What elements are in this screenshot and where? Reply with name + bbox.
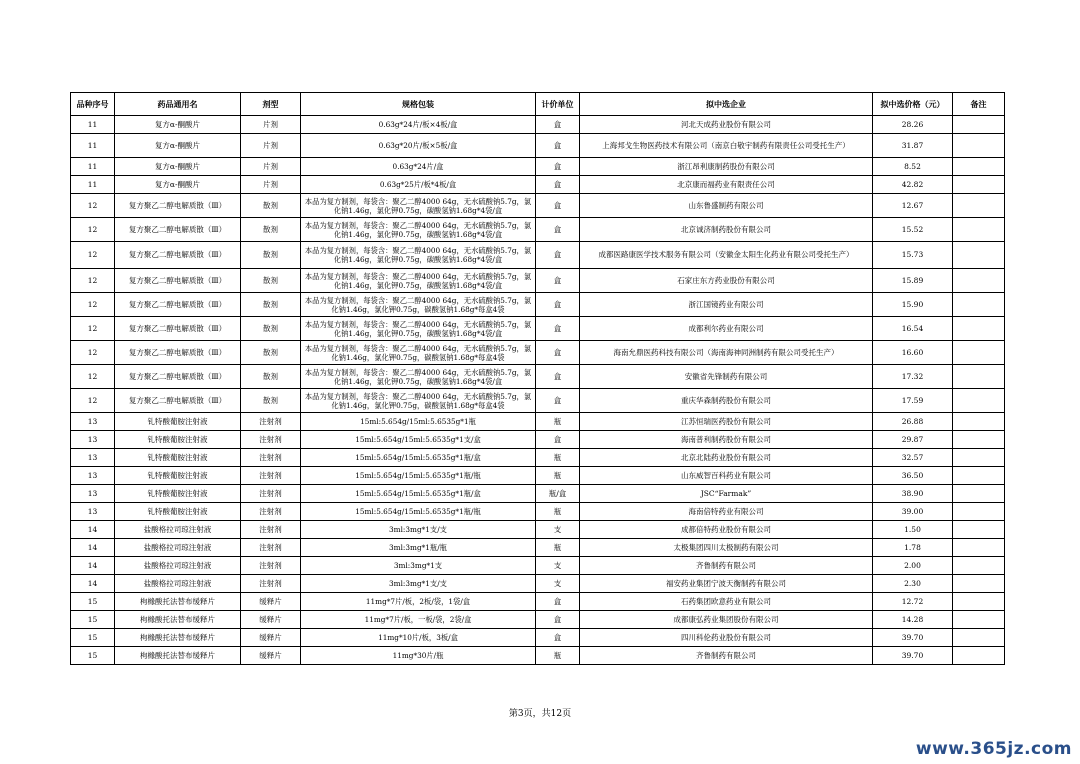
table-row (71, 116, 1005, 134)
cell-company: JSC“Farmak” (580, 485, 873, 503)
cell-company: 成都利尔药业有限公司 (580, 317, 873, 341)
cell-company: 重庆华森制药股份有限公司 (580, 389, 873, 413)
table-row (71, 467, 1005, 485)
cell-drug-name: 枸橼酸托法替布缓释片 (115, 647, 241, 665)
cell-pricing-unit: 瓶 (536, 449, 580, 467)
cell-remarks (953, 341, 1005, 365)
cell-price: 29.87 (873, 431, 953, 449)
cell-pricing-unit: 盒 (536, 218, 580, 242)
cell-spec-package: 15ml:5.654g/15ml:5.6535g*1瓶/盒 (301, 449, 536, 467)
table-header (71, 93, 1005, 116)
table-row (71, 575, 1005, 593)
cell-price: 15.52 (873, 218, 953, 242)
header-dosage-form: 剂型 (241, 93, 301, 116)
cell-spec-package: 11mg*30片/瓶 (301, 647, 536, 665)
cell-remarks (953, 158, 1005, 176)
table-row (71, 134, 1005, 158)
cell-dosage-form: 散剂 (241, 194, 301, 218)
cell-variety-no: 14 (71, 575, 115, 593)
cell-drug-name: 钆特酸葡胺注射液 (115, 503, 241, 521)
cell-drug-name: 钆特酸葡胺注射液 (115, 467, 241, 485)
cell-drug-name: 复方α-酮酸片 (115, 158, 241, 176)
cell-company: 福安药业集团宁波天衡制药有限公司 (580, 575, 873, 593)
cell-drug-name: 复方聚乙二醇电解质散（Ⅲ） (115, 218, 241, 242)
cell-pricing-unit: 盒 (536, 176, 580, 194)
cell-pricing-unit: 盒 (536, 158, 580, 176)
cell-spec-package: 0.63g*24片/盒 (301, 158, 536, 176)
cell-remarks (953, 593, 1005, 611)
cell-company: 上海邦戈生物医药技术有限公司（南京白敬宇制药有限责任公司受托生产） (580, 134, 873, 158)
cell-price: 12.72 (873, 593, 953, 611)
cell-pricing-unit: 支 (536, 521, 580, 539)
cell-price: 15.73 (873, 242, 953, 269)
cell-drug-name: 复方聚乙二醇电解质散（Ⅲ） (115, 194, 241, 218)
table-row (71, 611, 1005, 629)
cell-dosage-form: 缓释片 (241, 593, 301, 611)
cell-company: 海南倍特药业有限公司 (580, 503, 873, 521)
cell-variety-no: 12 (71, 293, 115, 317)
cell-drug-name: 盐酸格拉司琼注射液 (115, 575, 241, 593)
cell-variety-no: 12 (71, 194, 115, 218)
cell-dosage-form: 注射剂 (241, 539, 301, 557)
cell-price: 8.52 (873, 158, 953, 176)
table-row (71, 293, 1005, 317)
cell-drug-name: 复方聚乙二醇电解质散（Ⅲ） (115, 389, 241, 413)
cell-dosage-form: 注射剂 (241, 485, 301, 503)
cell-dosage-form: 散剂 (241, 242, 301, 269)
cell-drug-name: 盐酸格拉司琼注射液 (115, 521, 241, 539)
cell-variety-no: 14 (71, 521, 115, 539)
cell-remarks (953, 449, 1005, 467)
cell-company: 安徽省先锋制药有限公司 (580, 365, 873, 389)
header-remarks: 备注 (953, 93, 1005, 116)
cell-spec-package: 本品为复方制剂，每袋含：聚乙二醇4000 64g，无水硫酸钠5.7g，氯化钠1.46g，氯化钾0.75g，碳酸氢钠1.68g*4袋/盒 (301, 317, 536, 341)
cell-company: 成都医路康医学技术服务有限公司（安徽金太阳生化药业有限公司受托生产） (580, 242, 873, 269)
cell-pricing-unit: 瓶 (536, 539, 580, 557)
cell-dosage-form: 缓释片 (241, 647, 301, 665)
cell-remarks (953, 503, 1005, 521)
cell-pricing-unit: 盒 (536, 341, 580, 365)
cell-spec-package: 3ml:3mg*1支/支 (301, 521, 536, 539)
cell-drug-name: 复方聚乙二醇电解质散（Ⅲ） (115, 317, 241, 341)
table-row (71, 218, 1005, 242)
cell-pricing-unit: 盒 (536, 431, 580, 449)
cell-spec-package: 0.63g*20片/板×5板/盒 (301, 134, 536, 158)
cell-remarks (953, 317, 1005, 341)
cell-dosage-form: 注射剂 (241, 521, 301, 539)
cell-pricing-unit: 盒 (536, 389, 580, 413)
header-pricing-unit: 计价单位 (536, 93, 580, 116)
table-body (71, 116, 1005, 665)
cell-remarks (953, 134, 1005, 158)
cell-price: 17.59 (873, 389, 953, 413)
cell-remarks (953, 611, 1005, 629)
cell-drug-name: 钆特酸葡胺注射液 (115, 485, 241, 503)
cell-variety-no: 13 (71, 413, 115, 431)
cell-drug-name: 钆特酸葡胺注射液 (115, 449, 241, 467)
table-row (71, 629, 1005, 647)
cell-pricing-unit: 瓶 (536, 647, 580, 665)
table-row (71, 431, 1005, 449)
cell-remarks (953, 116, 1005, 134)
cell-dosage-form: 注射剂 (241, 575, 301, 593)
cell-dosage-form: 散剂 (241, 218, 301, 242)
cell-dosage-form: 散剂 (241, 365, 301, 389)
cell-dosage-form: 注射剂 (241, 467, 301, 485)
cell-drug-name: 枸橼酸托法替布缓释片 (115, 629, 241, 647)
cell-variety-no: 12 (71, 341, 115, 365)
cell-variety-no: 13 (71, 503, 115, 521)
cell-price: 1.78 (873, 539, 953, 557)
cell-price: 42.82 (873, 176, 953, 194)
cell-dosage-form: 片剂 (241, 134, 301, 158)
cell-pricing-unit: 盒 (536, 116, 580, 134)
cell-variety-no: 14 (71, 539, 115, 557)
cell-company: 北京康而福药业有限责任公司 (580, 176, 873, 194)
cell-variety-no: 13 (71, 485, 115, 503)
cell-drug-name: 复方α-酮酸片 (115, 116, 241, 134)
cell-spec-package: 本品为复方制剂，每袋含：聚乙二醇4000 64g，无水硫酸钠5.7g，氯化钠1.46g，氯化钾0.75g，碳酸氢钠1.68g*4袋/盒 (301, 218, 536, 242)
table-row (71, 485, 1005, 503)
cell-price: 12.67 (873, 194, 953, 218)
cell-company: 石家庄东方药业股份有限公司 (580, 269, 873, 293)
cell-pricing-unit: 支 (536, 557, 580, 575)
cell-remarks (953, 413, 1005, 431)
cell-company: 太极集团四川太极制药有限公司 (580, 539, 873, 557)
cell-variety-no: 12 (71, 218, 115, 242)
cell-company: 北京北陆药业股份有限公司 (580, 449, 873, 467)
cell-remarks (953, 557, 1005, 575)
table-row (71, 317, 1005, 341)
cell-spec-package: 本品为复方制剂，每袋含：聚乙二醇4000 64g，无水硫酸钠5.7g，氯化钠1.46g，氯化钾0.75g，碳酸氢钠1.68g*每盒4袋 (301, 293, 536, 317)
cell-drug-name: 复方α-酮酸片 (115, 134, 241, 158)
cell-price: 39.70 (873, 647, 953, 665)
table-row (71, 269, 1005, 293)
cell-drug-name: 复方α-酮酸片 (115, 176, 241, 194)
cell-drug-name: 复方聚乙二醇电解质散（Ⅲ） (115, 269, 241, 293)
cell-dosage-form: 片剂 (241, 116, 301, 134)
cell-company: 江苏恒瑞医药股份有限公司 (580, 413, 873, 431)
table-row (71, 341, 1005, 365)
cell-dosage-form: 散剂 (241, 389, 301, 413)
cell-remarks (953, 647, 1005, 665)
table-row (71, 647, 1005, 665)
cell-remarks (953, 365, 1005, 389)
header-price: 拟中选价格（元） (873, 93, 953, 116)
cell-variety-no: 15 (71, 611, 115, 629)
cell-pricing-unit: 瓶 (536, 503, 580, 521)
cell-price: 1.50 (873, 521, 953, 539)
cell-variety-no: 11 (71, 176, 115, 194)
cell-remarks (953, 467, 1005, 485)
cell-remarks (953, 389, 1005, 413)
cell-price: 32.57 (873, 449, 953, 467)
cell-pricing-unit: 盒 (536, 194, 580, 218)
cell-drug-name: 盐酸格拉司琼注射液 (115, 539, 241, 557)
cell-company: 河北天成药业股份有限公司 (580, 116, 873, 134)
cell-pricing-unit: 盒 (536, 629, 580, 647)
cell-dosage-form: 注射剂 (241, 413, 301, 431)
table-row (71, 158, 1005, 176)
cell-spec-package: 11mg*7片/板，2板/袋，1袋/盒 (301, 593, 536, 611)
cell-dosage-form: 注射剂 (241, 449, 301, 467)
cell-variety-no: 12 (71, 317, 115, 341)
table-row (71, 194, 1005, 218)
cell-variety-no: 11 (71, 158, 115, 176)
cell-company: 海南允鼎医药科技有限公司（海南海神同洲制药有限公司受托生产） (580, 341, 873, 365)
table-row (71, 521, 1005, 539)
cell-dosage-form: 注射剂 (241, 557, 301, 575)
cell-company: 齐鲁制药有限公司 (580, 647, 873, 665)
cell-dosage-form: 散剂 (241, 341, 301, 365)
cell-company: 四川科伦药业股份有限公司 (580, 629, 873, 647)
cell-remarks (953, 176, 1005, 194)
cell-spec-package: 15ml:5.654g/15ml:5.6535g*1支/盒 (301, 431, 536, 449)
cell-price: 16.60 (873, 341, 953, 365)
cell-price: 31.87 (873, 134, 953, 158)
cell-price: 17.32 (873, 365, 953, 389)
cell-spec-package: 15ml:5.654g/15ml:5.6535g*1瓶/瓶 (301, 503, 536, 521)
table-row (71, 365, 1005, 389)
cell-pricing-unit: 盒 (536, 317, 580, 341)
cell-remarks (953, 539, 1005, 557)
cell-price: 36.50 (873, 467, 953, 485)
cell-remarks (953, 575, 1005, 593)
cell-pricing-unit: 盒 (536, 611, 580, 629)
cell-drug-name: 复方聚乙二醇电解质散（Ⅲ） (115, 365, 241, 389)
cell-dosage-form: 片剂 (241, 158, 301, 176)
cell-price: 26.88 (873, 413, 953, 431)
cell-dosage-form: 散剂 (241, 317, 301, 341)
cell-variety-no: 12 (71, 389, 115, 413)
cell-price: 38.90 (873, 485, 953, 503)
cell-price: 14.28 (873, 611, 953, 629)
cell-spec-package: 11mg*7片/板，一板/袋，2袋/盒 (301, 611, 536, 629)
cell-drug-name: 复方聚乙二醇电解质散（Ⅲ） (115, 242, 241, 269)
cell-price: 28.26 (873, 116, 953, 134)
cell-pricing-unit: 瓶/盒 (536, 485, 580, 503)
cell-remarks (953, 431, 1005, 449)
cell-price: 39.00 (873, 503, 953, 521)
cell-spec-package: 3ml:3mg*1支/支 (301, 575, 536, 593)
table-row (71, 539, 1005, 557)
table-row (71, 389, 1005, 413)
cell-remarks (953, 485, 1005, 503)
table-row (71, 242, 1005, 269)
cell-dosage-form: 缓释片 (241, 629, 301, 647)
cell-pricing-unit: 盒 (536, 593, 580, 611)
cell-company: 石药集团欧意药业有限公司 (580, 593, 873, 611)
cell-dosage-form: 片剂 (241, 176, 301, 194)
cell-spec-package: 11mg*10片/板，3板/盒 (301, 629, 536, 647)
cell-pricing-unit: 盒 (536, 269, 580, 293)
cell-dosage-form: 注射剂 (241, 431, 301, 449)
cell-company: 齐鲁制药有限公司 (580, 557, 873, 575)
cell-remarks (953, 218, 1005, 242)
cell-drug-name: 钆特酸葡胺注射液 (115, 431, 241, 449)
header-variety-no: 品种序号 (71, 93, 115, 116)
table-row (71, 503, 1005, 521)
cell-spec-package: 本品为复方制剂，每袋含：聚乙二醇4000 64g，无水硫酸钠5.7g，氯化钠1.46g，氯化钾0.75g，碳酸氢钠1.68g*每盒4袋 (301, 389, 536, 413)
cell-spec-package: 本品为复方制剂，每袋含：聚乙二醇4000 64g，无水硫酸钠5.7g，氯化钠1.46g，氯化钾0.75g，碳酸氢钠1.68g*每盒4袋 (301, 341, 536, 365)
cell-dosage-form: 散剂 (241, 269, 301, 293)
cell-price: 2.00 (873, 557, 953, 575)
cell-remarks (953, 194, 1005, 218)
cell-price: 2.30 (873, 575, 953, 593)
cell-dosage-form: 注射剂 (241, 503, 301, 521)
cell-spec-package: 本品为复方制剂，每袋含：聚乙二醇4000 64g，无水硫酸钠5.7g，氯化钠1.46g，氯化钾0.75g，碳酸氢钠1.68g*4袋/盒 (301, 269, 536, 293)
cell-variety-no: 14 (71, 557, 115, 575)
cell-variety-no: 12 (71, 269, 115, 293)
cell-variety-no: 13 (71, 449, 115, 467)
cell-company: 海南普利制药股份有限公司 (580, 431, 873, 449)
cell-price: 15.90 (873, 293, 953, 317)
table-row (71, 176, 1005, 194)
cell-drug-name: 复方聚乙二醇电解质散（Ⅲ） (115, 293, 241, 317)
cell-spec-package: 15ml:5.654g/15ml:5.6535g*1瓶/瓶 (301, 467, 536, 485)
cell-spec-package: 3ml:3mg*1支 (301, 557, 536, 575)
cell-remarks (953, 629, 1005, 647)
cell-remarks (953, 293, 1005, 317)
cell-price: 39.70 (873, 629, 953, 647)
header-spec-package: 规格包装 (301, 93, 536, 116)
header-company: 拟中选企业 (580, 93, 873, 116)
selection-results-table (70, 92, 1005, 665)
cell-dosage-form: 散剂 (241, 293, 301, 317)
cell-pricing-unit: 盒 (536, 365, 580, 389)
cell-pricing-unit: 盒 (536, 134, 580, 158)
page-number: 第3页，共12页 (508, 709, 572, 719)
cell-price: 16.54 (873, 317, 953, 341)
cell-variety-no: 15 (71, 629, 115, 647)
cell-drug-name: 枸橼酸托法替布缓释片 (115, 611, 241, 629)
table-row (71, 593, 1005, 611)
cell-variety-no: 12 (71, 365, 115, 389)
table-row (71, 557, 1005, 575)
cell-pricing-unit: 盒 (536, 293, 580, 317)
cell-drug-name: 盐酸格拉司琼注射液 (115, 557, 241, 575)
cell-dosage-form: 缓释片 (241, 611, 301, 629)
cell-spec-package: 0.63g*24片/板×4板/盒 (301, 116, 536, 134)
cell-company: 成都康弘药业集团股份有限公司 (580, 611, 873, 629)
cell-company: 北京诚济制药股份有限公司 (580, 218, 873, 242)
header-drug-name: 药品通用名 (115, 93, 241, 116)
cell-remarks (953, 269, 1005, 293)
cell-variety-no: 13 (71, 431, 115, 449)
cell-spec-package: 本品为复方制剂，每袋含：聚乙二醇4000 64g，无水硫酸钠5.7g，氯化钠1.46g，氯化钾0.75g，碳酸氢钠1.68g*4袋/盒 (301, 365, 536, 389)
cell-company: 浙江国镜药业有限公司 (580, 293, 873, 317)
cell-remarks (953, 521, 1005, 539)
cell-pricing-unit: 瓶 (536, 467, 580, 485)
cell-spec-package: 15ml:5.654g/15ml:5.6535g*1瓶/盒 (301, 485, 536, 503)
cell-variety-no: 11 (71, 134, 115, 158)
cell-company: 山东鲁盛制药有限公司 (580, 194, 873, 218)
cell-spec-package: 0.63g*25片/板*4板/盒 (301, 176, 536, 194)
cell-pricing-unit: 瓶 (536, 413, 580, 431)
cell-variety-no: 15 (71, 647, 115, 665)
cell-variety-no: 11 (71, 116, 115, 134)
site-watermark: www.365jz.com (915, 739, 1072, 759)
cell-spec-package: 本品为复方制剂，每袋含：聚乙二醇4000 64g，无水硫酸钠5.7g，氯化钠1.46g，氯化钾0.75g，碳酸氢钠1.68g*4袋/盒 (301, 242, 536, 269)
cell-drug-name: 复方聚乙二醇电解质散（Ⅲ） (115, 341, 241, 365)
cell-variety-no: 15 (71, 593, 115, 611)
cell-price: 15.89 (873, 269, 953, 293)
cell-spec-package: 本品为复方制剂，每袋含：聚乙二醇4000 64g，无水硫酸钠5.7g，氯化钠1.46g，氯化钾0.75g，碳酸氢钠1.68g*4袋/盒 (301, 194, 536, 218)
cell-pricing-unit: 支 (536, 575, 580, 593)
cell-remarks (953, 242, 1005, 269)
table-row (71, 413, 1005, 431)
cell-company: 成都倍特药业股份有限公司 (580, 521, 873, 539)
cell-company: 山东威智百科药业有限公司 (580, 467, 873, 485)
cell-variety-no: 13 (71, 467, 115, 485)
cell-spec-package: 15ml:5.654g/15ml:5.6535g*1瓶 (301, 413, 536, 431)
table-row (71, 449, 1005, 467)
cell-pricing-unit: 盒 (536, 242, 580, 269)
cell-drug-name: 枸橼酸托法替布缓释片 (115, 593, 241, 611)
cell-spec-package: 3ml:3mg*1瓶/瓶 (301, 539, 536, 557)
cell-drug-name: 钆特酸葡胺注射液 (115, 413, 241, 431)
cell-company: 浙江昂利康制药股份有限公司 (580, 158, 873, 176)
cell-variety-no: 12 (71, 242, 115, 269)
